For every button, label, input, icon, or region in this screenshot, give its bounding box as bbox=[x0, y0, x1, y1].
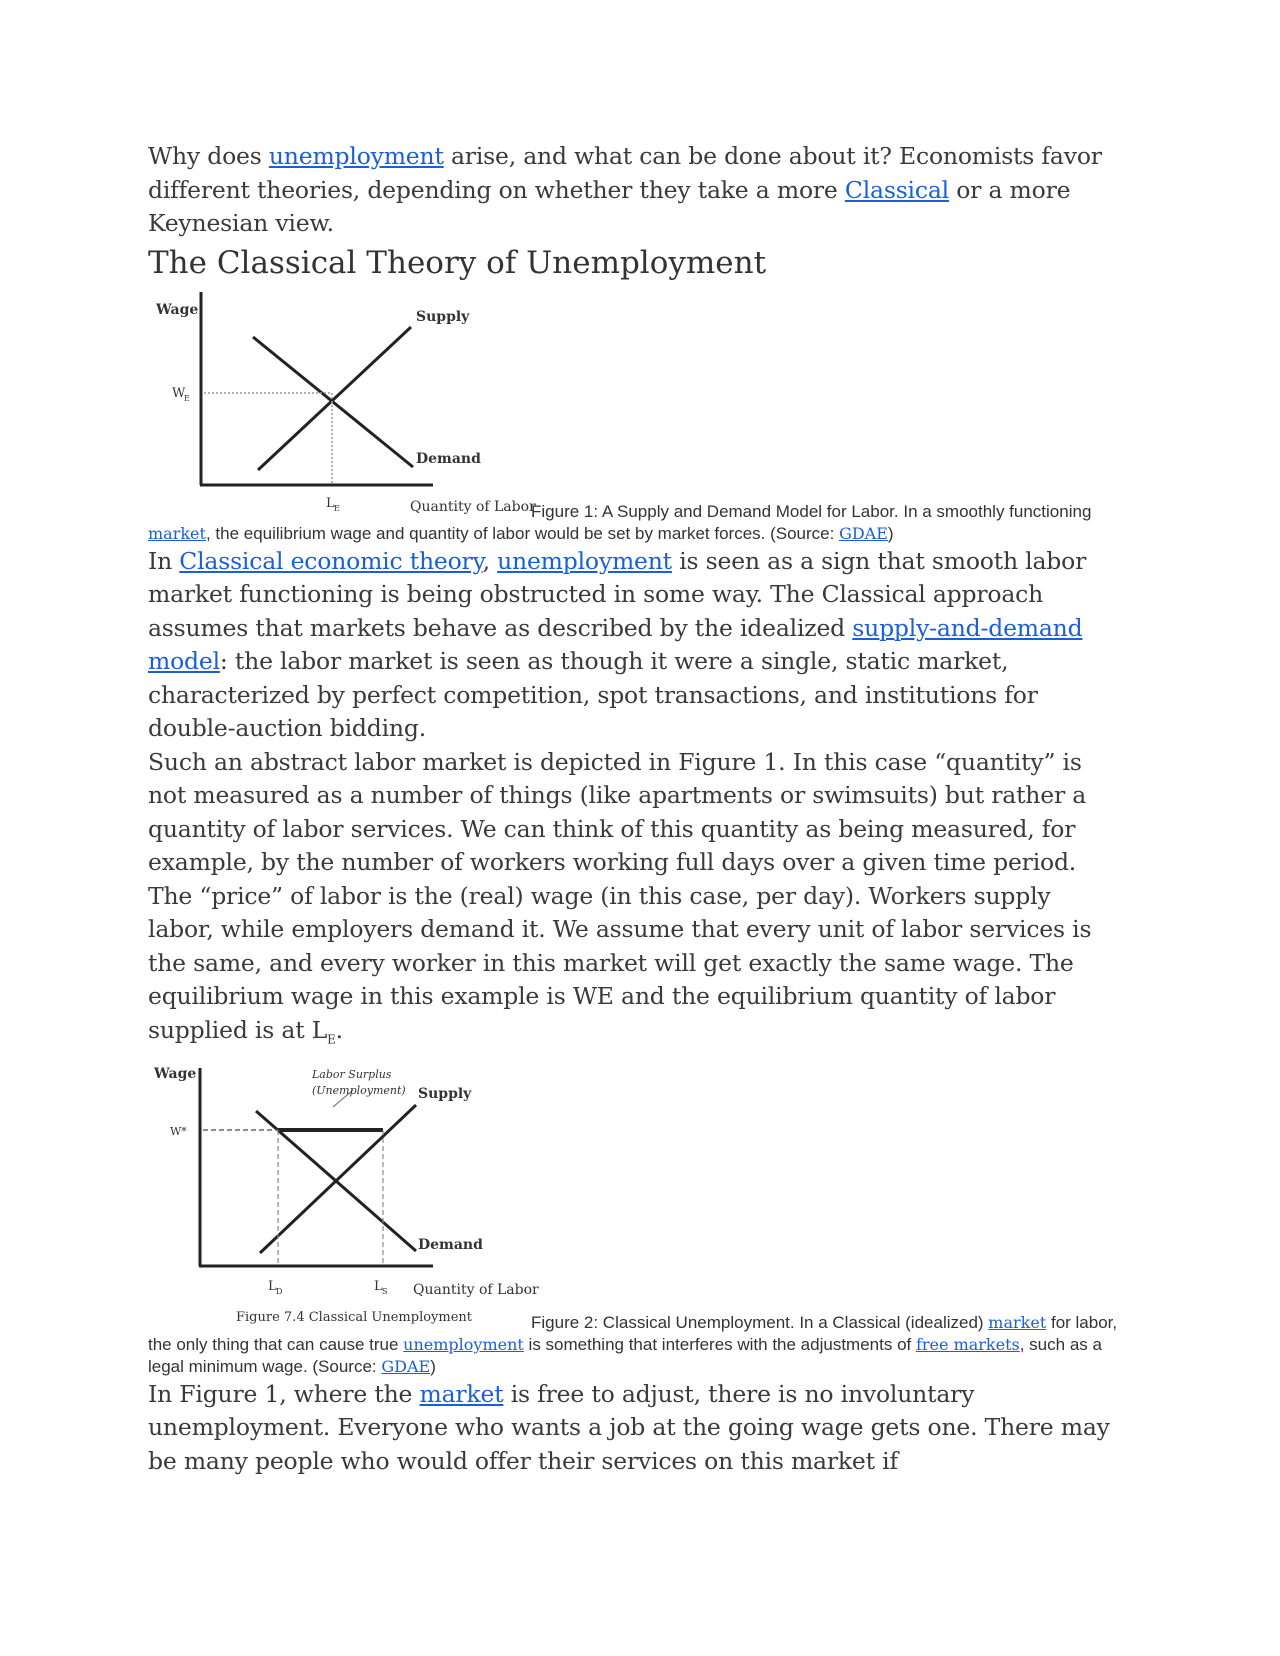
text: . bbox=[335, 1015, 343, 1044]
link-unemployment[interactable]: unemployment bbox=[497, 546, 672, 575]
supply-label: Supply bbox=[418, 1085, 472, 1102]
link-market[interactable]: market bbox=[419, 1379, 504, 1408]
demand-label: Demand bbox=[418, 1236, 483, 1253]
wage-sub: E bbox=[184, 393, 190, 403]
qty-sub: E bbox=[334, 503, 340, 513]
link-gdae[interactable]: GDAE bbox=[381, 1356, 431, 1376]
text: Such an abstract labor market is depicted in Figure 1. In this case “quantity” is not measured as a number of things (like apartments or swimsuits) but rather a quantity of labor services. We can think of this quantity as being measured, for example, by the number of workers working full days over a given time period. The “price” of labor is the (real) wage (in this case, per day). Workers supply labor, while employers demand it. We assume that every unit of labor services is the same, and every worker in this market will get exactly the same wage. The equilibrium wage in this example is WE and the equilibrium quantity of labor supplied is at L bbox=[148, 747, 1092, 1044]
paragraph-figure1-discussion bbox=[148, 1378, 1120, 1479]
link-gdae[interactable]: GDAE bbox=[839, 523, 888, 543]
ls-label: L bbox=[374, 1278, 383, 1294]
surplus-label: (Unemployment) bbox=[312, 1083, 406, 1097]
link-classical-economic-theory[interactable]: Classical economic theory bbox=[179, 546, 483, 575]
text: or a more Keynesian view. bbox=[148, 175, 1071, 237]
wage-label: W* bbox=[170, 1124, 187, 1138]
link-unemployment[interactable]: unemployment bbox=[268, 142, 444, 170]
y-axis-label: Wage bbox=[156, 301, 199, 318]
ld-sub: D bbox=[276, 1286, 283, 1296]
supply-label: Supply bbox=[416, 308, 470, 325]
text: : the labor market is seen as though it were a single, static market, characterized by perfect competition, spot transactions, and institutions for double-auction bidding. bbox=[148, 647, 1038, 742]
text: is free to adjust, there is no involuntary unemployment. Everyone who wants a job at the going wage gets one. There may be many people who would offer their services on this market if bbox=[148, 1379, 1110, 1475]
text: , bbox=[482, 546, 498, 575]
paragraph-labor-market bbox=[148, 746, 1120, 1057]
caption-text: , the equilibrium wage and quantity of labor would be set by market forces. (Source: bbox=[205, 523, 840, 543]
caption-text: Figure 1: A Supply and Demand Model for Labor. In a smoothly functioning bbox=[531, 501, 1092, 521]
figure-2 bbox=[148, 1063, 1120, 1378]
subscript: E bbox=[327, 1032, 336, 1047]
link-classical[interactable]: Classical bbox=[844, 175, 949, 204]
link-market[interactable]: market bbox=[148, 523, 206, 543]
document bbox=[148, 140, 1120, 1478]
ls-sub: S bbox=[382, 1286, 388, 1296]
link-free-markets[interactable]: free markets bbox=[915, 1334, 1020, 1354]
paragraph-classical bbox=[148, 545, 1120, 746]
x-axis-label: Quantity of Labor bbox=[413, 1281, 539, 1298]
intro-paragraph bbox=[148, 140, 1120, 241]
text: Why does bbox=[148, 142, 269, 170]
y-axis-label: Wage bbox=[154, 1065, 197, 1082]
figure-1 bbox=[148, 287, 1120, 545]
text: arise, and what can be done about it? Economists favor different theories, depending on whether they take a more bbox=[148, 142, 1102, 204]
caption-text: ) bbox=[887, 523, 894, 543]
caption-text: for labor, the only thing that can cause true bbox=[148, 1312, 1118, 1354]
link-market[interactable]: market bbox=[988, 1312, 1047, 1332]
x-axis-label: Quantity of Labor bbox=[410, 498, 536, 515]
figure-2-image bbox=[148, 1063, 539, 1334]
caption-text: ) bbox=[430, 1356, 436, 1376]
figure-title: Figure 7.4 Classical Unemployment bbox=[236, 1309, 473, 1325]
caption-text: Figure 2: Classical Unemployment. In a Classical (idealized) bbox=[531, 1312, 989, 1332]
text: In Figure 1, where the bbox=[148, 1379, 420, 1408]
demand-curve bbox=[253, 337, 413, 467]
figure-1-image bbox=[148, 287, 536, 523]
section-heading: The Classical Theory of Unemployment bbox=[148, 244, 767, 281]
caption-text: is something that interferes with the adjustments of bbox=[523, 1334, 916, 1354]
link-supply-and-demand-model[interactable]: supply-and-demand model bbox=[148, 613, 1083, 675]
ld-label: L bbox=[268, 1278, 277, 1294]
caption-text: , such as a legal minimum wage. (Source: bbox=[148, 1334, 1102, 1376]
wage-label: W bbox=[172, 385, 186, 401]
text: is seen as a sign that smooth labor market functioning is being obstructed in some way. The Classical approach assumes that markets behave as described by the idealized bbox=[148, 546, 1087, 642]
qty-label: L bbox=[326, 495, 335, 511]
text: In bbox=[148, 546, 180, 575]
demand-label: Demand bbox=[416, 450, 481, 467]
surplus-label: Labor Surplus bbox=[312, 1067, 392, 1081]
link-unemployment[interactable]: unemployment bbox=[403, 1334, 524, 1354]
